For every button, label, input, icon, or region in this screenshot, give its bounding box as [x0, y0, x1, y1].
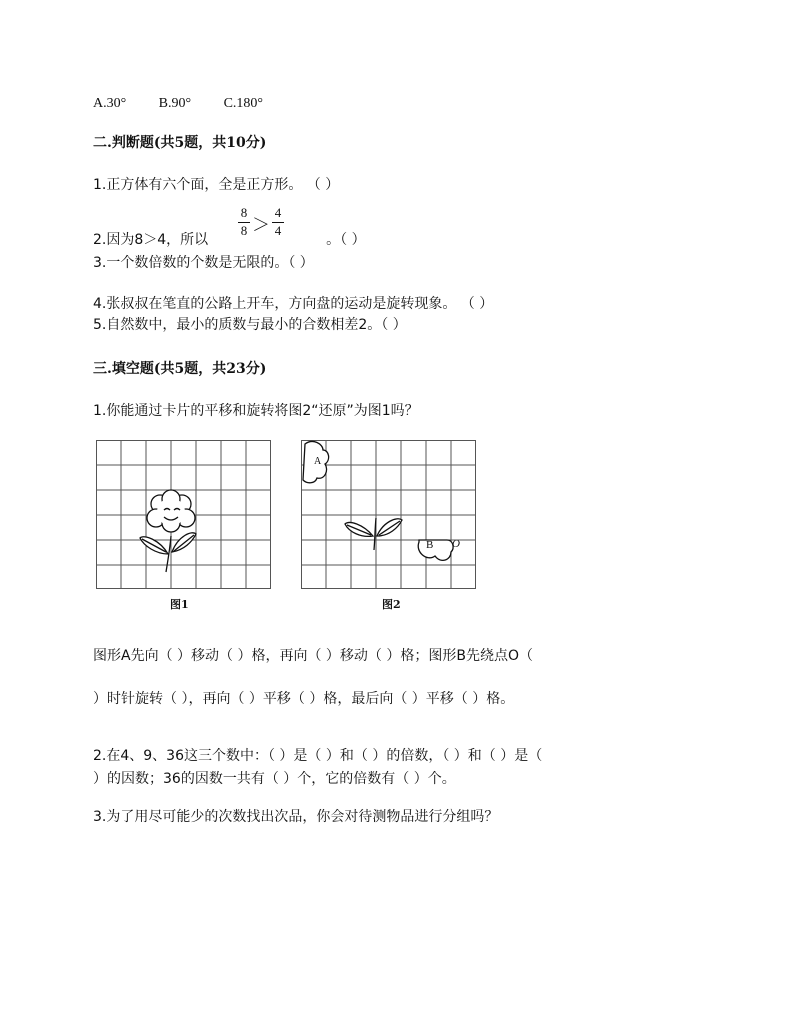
judge-q2-suffix: 。（ ） [326, 232, 366, 248]
fill-question-3: 3.为了用尽可能少的次数找出次品，你会对待测物品进行分组吗？ [93, 809, 499, 825]
fill-question-2-line-2: ）的因数；36的因数一共有（ ）个，它的倍数有（ ）个。 [93, 771, 456, 787]
figure-2-grid [301, 440, 477, 590]
greater-than-sign: ＞ [252, 215, 270, 236]
section-3-title: 三.填空题(共5题，共23分) [93, 361, 267, 377]
section-2-title: 二.判断题(共5题，共10分) [93, 135, 267, 151]
judge-question-3: 3.一个数倍数的个数是无限的。（ ） [93, 255, 314, 271]
figure-2 [301, 440, 477, 594]
frac-right-denominator: 4 [274, 223, 282, 238]
judge-question-5: 5.自然数中，最小的质数与最小的合数相差2。（ ） [93, 317, 407, 333]
option-b: B.90° [158, 96, 192, 111]
fill-question-1-blank-line-2: ）时针旋转（ ），再向（ ）平移（ ）格，最后向（ ）平移（ ）格。 [93, 691, 515, 707]
frac-left-numerator: 8 [240, 205, 248, 220]
figure-2-caption: 图2 [382, 598, 401, 611]
choice-options [93, 94, 291, 113]
frac-right-numerator: 4 [274, 205, 282, 220]
leaves-icon [345, 518, 402, 550]
figure-1 [96, 440, 272, 594]
option-a: A.30° [93, 96, 127, 111]
figure-1-caption: 图1 [170, 598, 189, 611]
judge-question-2 [93, 231, 366, 249]
label-o: O [452, 538, 460, 550]
label-b: B [426, 539, 434, 551]
label-a: A [314, 456, 322, 467]
judge-question-1: 1.正方体有六个面，全是正方形。 （ ） [93, 177, 340, 193]
fill-question-1-blank-line-1: 图形A先向（ ）移动（ ）格，再向（ ）移动（ ）格；图形B先绕点O（ [93, 648, 534, 664]
figure-1-grid [96, 440, 272, 590]
shape-b-icon [418, 540, 453, 560]
judge-question-4: 4.张叔叔在笔直的公路上开车，方向盘的运动是旋转现象。 （ ） [93, 296, 494, 312]
fill-question-1: 1.你能通过卡片的平移和旋转将图2“还原”为图1吗？ [93, 403, 419, 419]
fill-question-2-line-1: 2.在4、9、36这三个数中：（ ）是（ ）和（ ）的倍数，（ ）和（ ）是（ [93, 748, 543, 764]
frac-left-denominator: 8 [240, 223, 248, 238]
judge-q2-prefix: 2.因为8＞4，所以 [93, 232, 209, 248]
flower-icon [140, 490, 196, 572]
option-c: C.180° [223, 96, 263, 111]
